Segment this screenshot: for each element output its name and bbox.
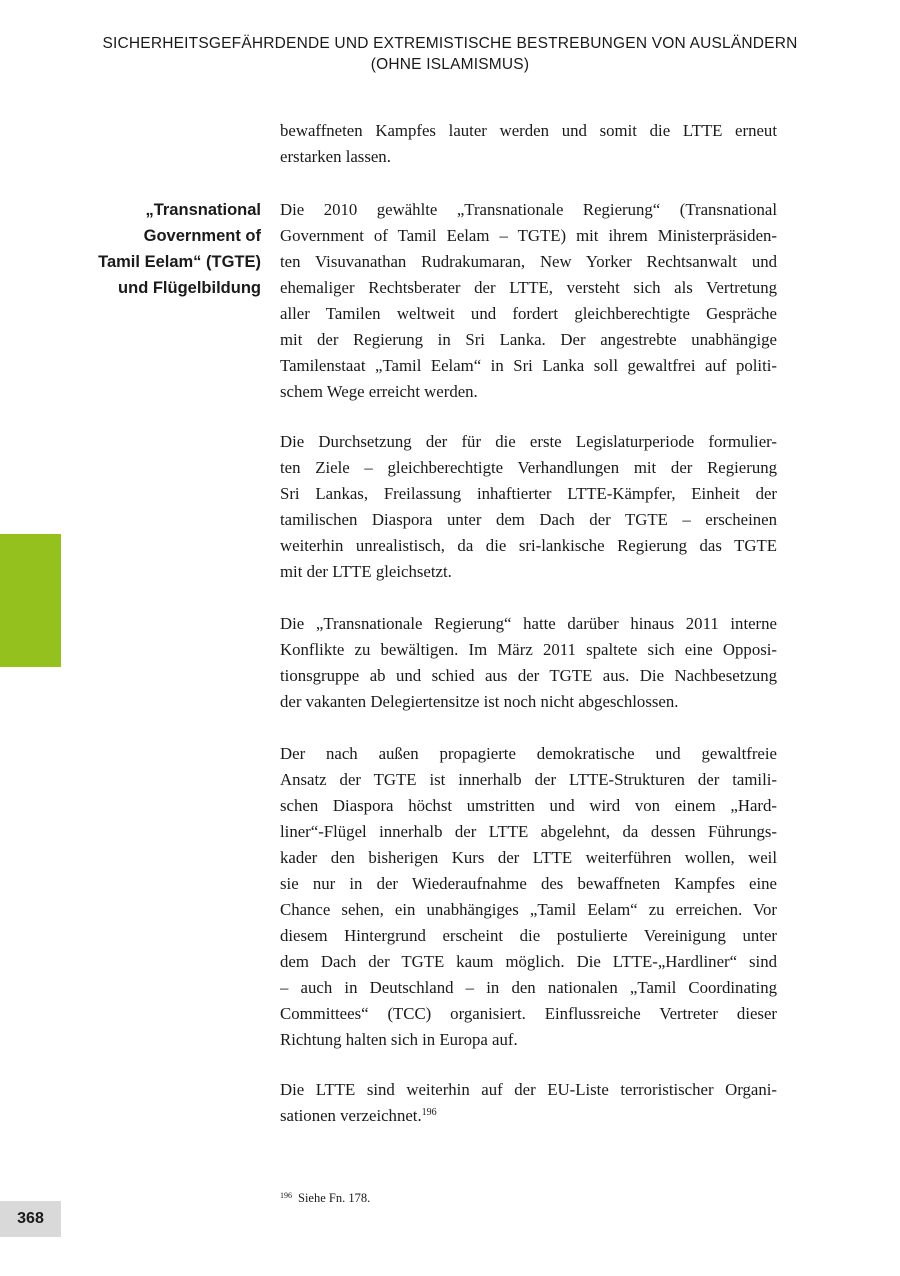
text-line (280, 1103, 777, 1129)
text-line-content: sationen verzeichnet. (280, 1106, 422, 1125)
text-line: mit der LTTE gleichsetzt. (280, 562, 452, 581)
text-line: Konflikte zu bewältigen. Im März 2011 spaltete sich eine Opposi- (280, 640, 777, 659)
text-line: sie nur in der Wiederaufnahme des bewaffneten Kampfes eine (280, 874, 777, 893)
text-line: Government of Tamil Eelam – TGTE) mit ihrem Ministerpräsiden- (280, 226, 777, 245)
text-line: dem Dach der TGTE kaum möglich. Die LTTE-„Hardliner“ sind (280, 952, 777, 971)
footnote-number: 196 (280, 1191, 292, 1200)
paragraph-3 (280, 429, 777, 585)
text-line: ehemaliger Rechtsberater der LTTE, versteht sich als Vertretung (280, 278, 777, 297)
text-line: Sri Lankas, Freilassung inhaftierter LTTE-Kämpfer, Einheit der (280, 484, 777, 503)
footnote-text: Siehe Fn. 178. (298, 1191, 371, 1205)
running-header-line-2: (OHNE ISLAMISMUS) (370, 56, 530, 73)
text-line: ten Visuvanathan Rudrakumaran, New Yorker Rechtsanwalt und (280, 252, 777, 271)
text-line: tamilischen Diaspora unter dem Dach der TGTE – erscheinen (280, 510, 777, 529)
text-line: ten Ziele – gleichberechtigte Verhandlungen mit der Regierung (280, 458, 777, 477)
text-line: Die 2010 gewählte „Transnationale Regierung“ (Transnational (280, 200, 777, 219)
text-line: Die Durchsetzung der für die erste Legislaturperiode formulier- (280, 432, 777, 451)
margin-heading-line: Government of (143, 227, 261, 245)
margin-heading (60, 197, 261, 301)
text-line: Chance sehen, ein unabhängiges „Tamil Eelam“ zu erreichen. Vor (280, 900, 777, 919)
text-line: bewaffneten Kampfes lauter werden und somit die LTTE erneut (280, 121, 777, 140)
text-line: aller Tamilen weltweit und fordert gleichberechtigte Gespräche (280, 304, 777, 323)
text-line: kader den bisherigen Kurs der LTTE weiterführen wollen, weil (280, 848, 777, 867)
page-number-box (0, 1201, 61, 1237)
text-line: mit der Regierung in Sri Lanka. Der angestrebte unabhängige (280, 330, 777, 349)
text-line: diesem Hintergrund erscheint die postulierte Vereinigung unter (280, 926, 777, 945)
text-line: schem Wege erreicht werden. (280, 382, 478, 401)
text-line: erstarken lassen. (280, 147, 391, 166)
paragraph-5 (280, 741, 777, 1053)
text-line: schen Diaspora höchst umstritten und wird von einem „Hard- (280, 796, 777, 815)
running-header-line-1: SICHERHEITSGEFÄHRDENDE UND EXTREMISTISCHE BESTREBUNGEN VON AUSLÄNDERN (102, 35, 798, 52)
text-line: Der nach außen propagierte demokratische und gewaltfreie (280, 744, 777, 763)
text-line: weiterhin unrealistisch, da die sri-lankische Regierung das TGTE (280, 536, 777, 555)
paragraph-2 (280, 197, 777, 405)
chapter-color-tab (0, 534, 61, 667)
text-line: Ansatz der TGTE ist innerhalb der LTTE-Strukturen der tamili- (280, 770, 777, 789)
margin-heading-line: und Flügelbildung (118, 279, 261, 297)
margin-heading-line: Tamil Eelam“ (TGTE) (98, 253, 261, 271)
paragraph-1 (280, 118, 777, 170)
text-line: Richtung halten sich in Europa auf. (280, 1030, 518, 1049)
text-line: Committees“ (TCC) organisiert. Einflussreiche Vertreter dieser (280, 1004, 777, 1023)
text-line: Die LTTE sind weiterhin auf der EU-Liste terroristischer Organi- (280, 1080, 777, 1099)
text-line: – auch in Deutschland – in den nationalen „Tamil Coordinating (280, 978, 777, 997)
paragraph-6 (280, 1077, 777, 1129)
text-line: tionsgruppe ab und schied aus der TGTE aus. Die Nachbesetzung (280, 666, 777, 685)
page-number: 368 (17, 1210, 44, 1227)
running-header (60, 33, 840, 75)
paragraph-4 (280, 611, 777, 715)
footnote (280, 1187, 370, 1207)
margin-heading-line: „Transnational (145, 201, 261, 219)
footnote-reference[interactable]: 196 (421, 1107, 437, 1118)
text-line: Die „Transnationale Regierung“ hatte darüber hinaus 2011 interne (280, 614, 777, 633)
text-line: der vakanten Delegiertensitze ist noch nicht abgeschlossen. (280, 692, 679, 711)
text-line: Tamilenstaat „Tamil Eelam“ in Sri Lanka soll gewaltfrei auf politi- (280, 356, 777, 375)
text-line: liner“-Flügel innerhalb der LTTE abgelehnt, da dessen Führungs- (280, 822, 777, 841)
